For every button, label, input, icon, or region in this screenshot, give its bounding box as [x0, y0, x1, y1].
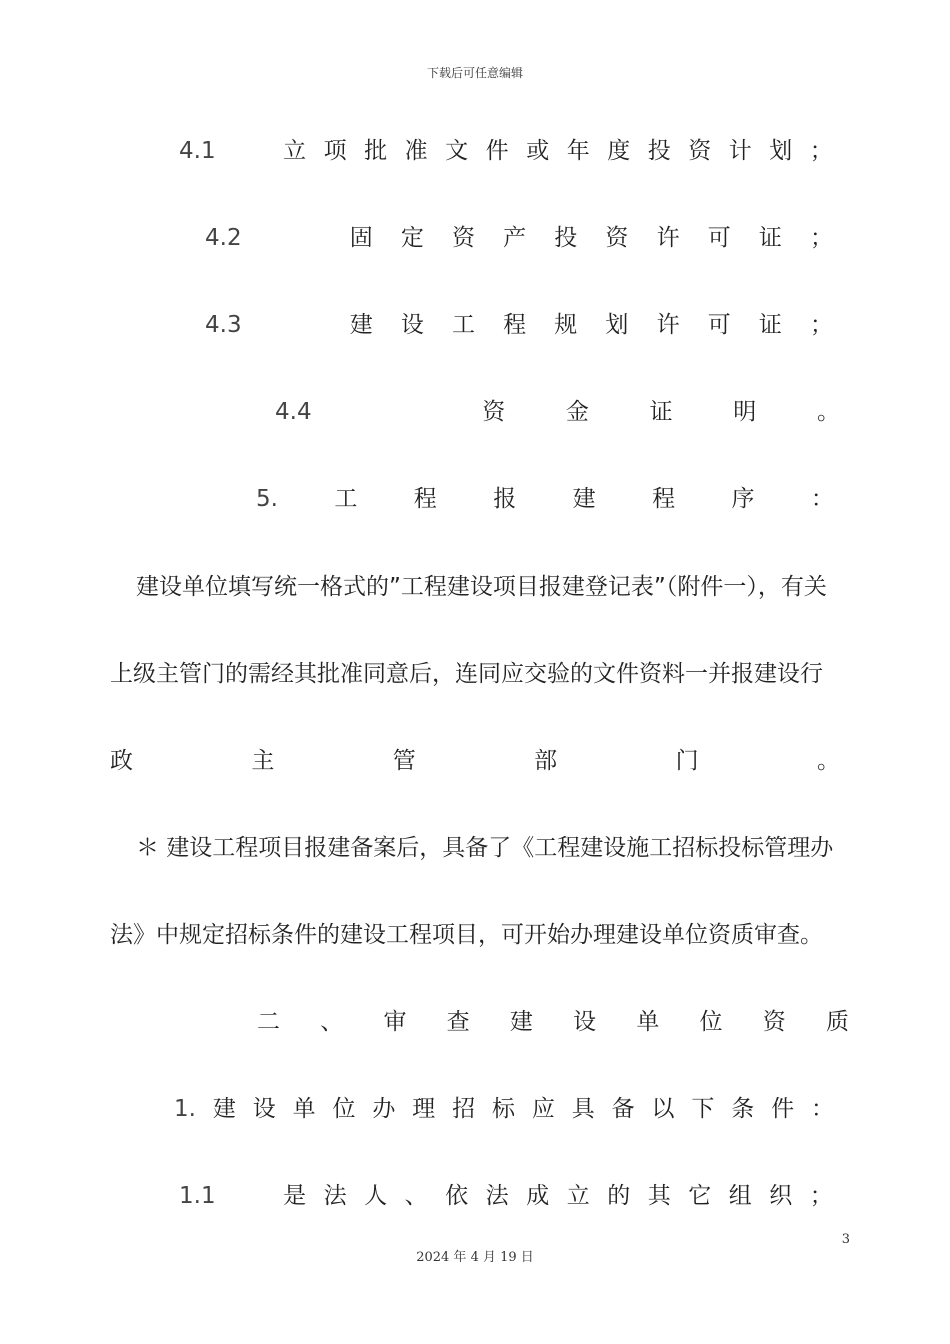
item-number: 4.1: [179, 138, 216, 164]
section-heading-2: 二 、 审 查 建 设 单 位 资 质: [257, 1009, 849, 1035]
item-4-4: 4.4 资 金 证 明 。: [275, 399, 840, 425]
item-number: 1.1: [179, 1183, 216, 1209]
page-number: 3: [841, 1232, 850, 1247]
item-4-2: 4.2 固 定 资 产 投 资 许 可 证 ；: [205, 225, 833, 251]
item-number: 4.2: [205, 225, 242, 251]
page-header: 下载后可任意编辑: [426, 66, 523, 80]
page-footer-date: 2024 年 4 月 19 日: [416, 1250, 534, 1265]
item-4-3: 4.3 建 设 工 程 规 划 许 可 证 ；: [205, 312, 833, 338]
paragraph-line: 建设单位填写统一格式的”工程建设项目报建登记表”（附件一），有关: [136, 574, 827, 600]
item-4-1: 4.1 立 项 批 准 文 件 或 年 度 投 资 计 划 ；: [179, 138, 833, 164]
paragraph-line: 法》中规定招标条件的建设工程项目，可开始办理建设单位资质审查。: [110, 922, 823, 948]
item-1-1: 1.1 是 法 人 、 依 法 成 立 的 其 它 组 织 ；: [179, 1183, 833, 1209]
item-number: 4.3: [205, 312, 242, 338]
paragraph-line: ＊ 建设工程项目报建备案后，具备了《工程建设施工招标投标管理办: [136, 835, 834, 861]
item-number: 4.4: [275, 399, 312, 425]
item-5: 5. 工 程 报 建 程 序 ：: [256, 486, 834, 512]
item-number: 1.: [174, 1096, 196, 1122]
paragraph-line: 上级主管门的需经其批准同意后，连同应交验的文件资料一并报建设行: [110, 661, 823, 687]
item-number: 5.: [256, 486, 278, 512]
item-1: 1. 建 设 单 位 办 理 招 标 应 具 备 以 下 条 件 ：: [174, 1096, 834, 1122]
paragraph-line-justified: 政 主 管 部 门 。: [110, 748, 840, 774]
